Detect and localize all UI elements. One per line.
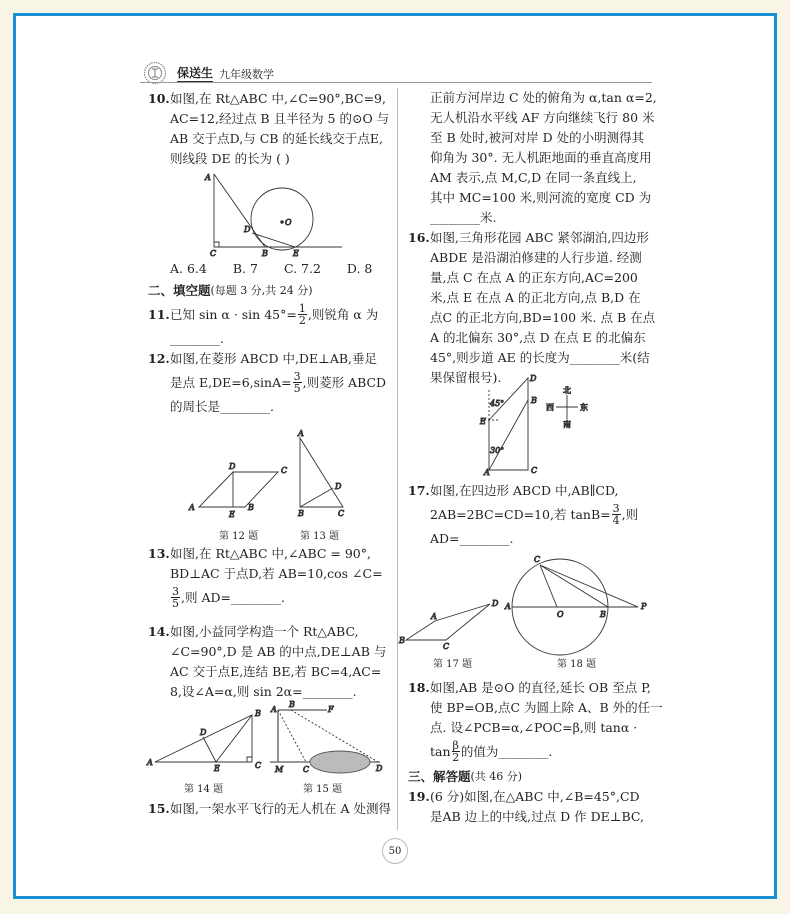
section-note: (共 46 分): [470, 769, 523, 783]
question-text: 8,设∠A=α,则 sin 2α=________.: [170, 684, 357, 699]
question-number: 13.: [148, 545, 170, 561]
label-c: C: [255, 761, 262, 770]
label-f: F: [328, 705, 334, 714]
label-c: C: [210, 249, 217, 258]
label-m: M: [275, 765, 284, 774]
label-b: B: [399, 636, 405, 645]
label-d: D: [492, 599, 499, 608]
label-a: A: [205, 173, 211, 182]
question-text: 至 B 处时,被河对岸 D 处的小明测得其: [430, 130, 645, 145]
label-a: A: [484, 468, 490, 477]
question-text: 如图,三角形花园 ABC 紧邻湖泊,四边形: [430, 230, 649, 245]
question-text: 其中 MC=100 米,则河流的宽度 CD 为: [430, 190, 652, 205]
label-e: E: [293, 249, 299, 258]
figure-q10: [204, 173, 342, 258]
question-text: 如图,在菱形 ABCD 中,DE⊥AB,垂足: [170, 351, 378, 366]
question-text: 的值为________.: [460, 744, 553, 759]
label-c: C: [338, 509, 345, 518]
question-text: ,则 AD=________.: [181, 590, 285, 605]
question-text: 点C 的正北方向,BD=100 米. 点 B 在点: [430, 310, 656, 325]
compass-east: 东: [580, 403, 588, 412]
question-number: 11.: [148, 306, 170, 322]
label-c: C: [443, 642, 450, 651]
label-b: B: [248, 503, 254, 512]
question-text: ,则: [621, 507, 639, 522]
label-b: B: [600, 610, 606, 619]
label-a: A: [189, 503, 195, 512]
question-text: AC=12,经过点 B 且半径为 5 的⊙O 与: [170, 111, 390, 126]
question-text: 米,点 E 在点 A 的正北方向,点 B,D 在: [430, 290, 641, 305]
label-d: D: [200, 728, 207, 737]
question-text: 如图,在四边形 ABCD 中,AB∥CD,: [430, 483, 619, 498]
question-text: 如图,一架水平飞行的无人机在 A 处测得: [170, 801, 391, 816]
question-text: 2AB=2BC=CD=10,若 tanB=: [430, 507, 611, 522]
header-subject: 九年级数学: [219, 68, 274, 81]
question-number: 16.: [408, 229, 430, 245]
question-text: 是点 E,DE=6,sinA=: [170, 375, 292, 390]
label-o: O: [557, 610, 564, 619]
question-text: AB 交于点D,与 CB 的延长线交于点E,: [170, 131, 384, 146]
label-o: O: [285, 218, 292, 227]
label-c: C: [531, 466, 538, 475]
question-text: 是AB 边上的中线,过点 D 作 DE⊥BC,: [430, 809, 645, 824]
label-d: D: [376, 764, 383, 773]
question-text: 45°,则步道 AE 的长度为________米(结: [430, 350, 650, 365]
fraction-denominator: 4: [612, 513, 620, 527]
question-text: 正前方河岸边 C 处的俯角为 α,tan α=2,: [430, 90, 657, 105]
label-e: E: [214, 764, 220, 773]
question-text: ∠C=90°,D 是 AB 的中点,DE⊥AB 与: [170, 644, 387, 659]
question-text: 量,点 C 在点 A 的正东方向,AC=200: [430, 270, 638, 285]
label-p: P: [641, 602, 647, 611]
label-b: B: [255, 709, 261, 718]
question-text: 使 BP=OB,点C 为圆上除 A、B 外的任一: [430, 700, 663, 715]
question-text: 的周长是________.: [170, 399, 274, 414]
caption-fig18: 第 18 题: [557, 659, 597, 670]
section-title: 二、填空题: [148, 282, 211, 298]
label-b: B: [531, 396, 537, 405]
header-brand: 保送生: [177, 66, 214, 80]
answer-option: D. 8: [346, 261, 373, 276]
compass-west: 西: [546, 403, 554, 412]
question-text: 如图,在 Rt△ABC 中,∠C=90°,BC=9,: [170, 91, 386, 106]
fraction-denominator: 5: [293, 381, 301, 395]
caption-fig15: 第 15 题: [303, 784, 343, 795]
label-d: D: [530, 374, 537, 383]
question-text: tan: [430, 743, 451, 759]
compass-south: 南: [563, 420, 571, 429]
caption-fig13: 第 13 题: [300, 531, 340, 542]
fraction-numerator: 3: [612, 501, 620, 515]
caption-fig17: 第 17 题: [433, 659, 473, 670]
question-number: 12.: [148, 350, 170, 366]
figure-q18: [504, 555, 647, 655]
question-text: 仰角为 30°. 无人机距地面的垂直高度用: [430, 150, 652, 165]
fraction-denominator: 2: [452, 750, 460, 764]
fraction-denominator: 2: [298, 313, 306, 327]
question-text: 果保留根号).: [430, 370, 502, 385]
question-text: ________米.: [430, 210, 497, 225]
label-d: D: [335, 482, 342, 491]
answer-option: B. 7: [232, 261, 258, 276]
label-a: A: [431, 612, 437, 621]
question-text: 无人机沿水平线 AF 方向继续飞行 80 米: [430, 110, 655, 125]
fraction-denominator: 5: [172, 596, 179, 610]
page-number: 50: [382, 838, 408, 864]
question-text: 则线段 DE 的长为 ( ): [170, 151, 290, 166]
question-text: ________.: [170, 330, 224, 346]
label-b: B: [298, 509, 304, 518]
question-text: ,则锐角 α 为: [307, 307, 379, 322]
figure-q14: [146, 709, 261, 773]
section-note: (每题 3 分,共 24 分): [210, 283, 313, 297]
question-number: 17.: [408, 482, 430, 498]
label-c: C: [281, 466, 288, 475]
question-number: 18.: [408, 679, 430, 695]
label-c: C: [534, 555, 541, 564]
question-text: 如图,AB 是⊙O 的直径,延长 OB 至点 P,: [430, 680, 652, 695]
section-title: 三、解答题: [408, 768, 471, 784]
angle-45-label: 45°: [490, 399, 505, 408]
fraction-numerator: 3: [172, 584, 179, 598]
question-number: 10.: [148, 90, 170, 106]
label-b: B: [262, 249, 268, 258]
fraction-numerator: 1: [298, 301, 306, 315]
answer-option: A. 6.4: [170, 261, 207, 276]
compass-north: 北: [563, 386, 571, 395]
question-text: 已知 sin α · sin 45°=: [170, 307, 297, 322]
answer-option: C. 7.2: [283, 261, 321, 276]
label-b: B: [289, 700, 295, 709]
label-c: C: [303, 765, 310, 774]
question-number: 14.: [148, 623, 170, 639]
figure-q15: [270, 700, 383, 774]
question-text: ABDE 是沿湖泊修建的人行步道. 经测: [430, 250, 642, 265]
caption-fig14: 第 14 题: [184, 784, 224, 795]
question-number: 19.: [408, 788, 430, 804]
caption-fig12: 第 12 题: [219, 531, 259, 542]
question-text: 如图,小益同学构造一个 Rt△ABC,: [170, 624, 359, 639]
compass-icon: [556, 395, 578, 419]
label-a: A: [298, 429, 304, 438]
question-text: BD⊥AC 于点D,若 AB=10,cos ∠C=: [170, 566, 383, 581]
label-d: D: [229, 462, 236, 471]
question-text: (6 分)如图,在△ABC 中,∠B=45°,CD: [430, 789, 640, 804]
question-text: AD=________.: [430, 530, 514, 546]
label-a: A: [505, 602, 511, 611]
question-text: 如图,在 Rt△ABC 中,∠ABC = 90°,: [170, 546, 371, 561]
figure-q13: [297, 429, 344, 518]
figure-q12: [188, 462, 287, 519]
figure-q17: [398, 599, 499, 651]
label-e: E: [229, 510, 235, 519]
question-text: ,则菱形 ABCD: [302, 375, 387, 390]
angle-30-label: 30°: [490, 446, 505, 455]
question-number: 15.: [148, 800, 170, 816]
question-text: A 的北偏东 30°,点 D 在点 E 的北偏东: [430, 330, 646, 345]
figure-q16: [479, 374, 588, 477]
fraction-numerator: 3: [293, 369, 301, 383]
question-text: AM 表示,点 M,C,D 在同一条直线上,: [430, 170, 637, 185]
question-text: AC 交于点E,连结 BE,若 BC=4,AC=: [170, 664, 382, 679]
label-d: D: [244, 225, 251, 234]
label-e: E: [480, 417, 486, 426]
label-a: A: [271, 705, 277, 714]
question-text: 点. 设∠PCB=α,∠POC=β,则 tanα ·: [430, 720, 638, 735]
label-a: A: [147, 758, 153, 767]
fraction-numerator: β: [452, 738, 459, 752]
